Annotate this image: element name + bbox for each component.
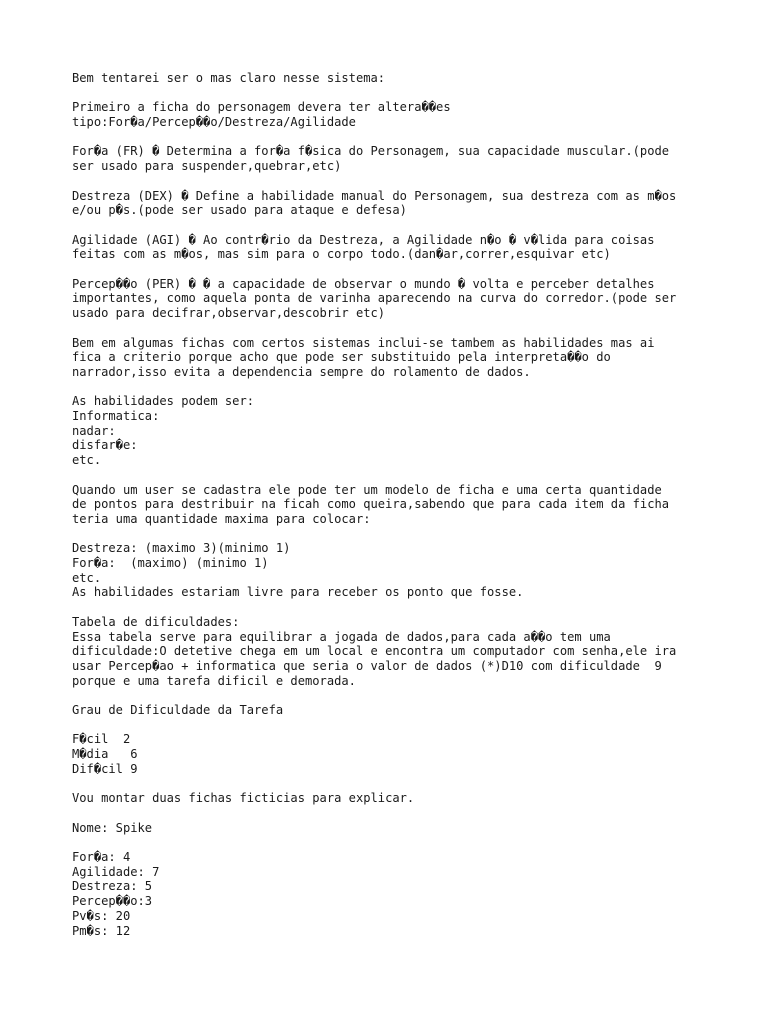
blank-line (72, 600, 732, 615)
text-line: For�a: (maximo) (minimo 1) (72, 556, 269, 571)
text-line: Pv�s: 20 (72, 908, 131, 923)
text-line: de pontos para destribuir na ficah como queira,sabendo que para cada item da ficha (72, 497, 670, 512)
document-body (72, 71, 732, 938)
blank-line (72, 321, 732, 336)
text-line: Agilidade (AGI) � Ao contr�rio da Destreza, a Agilidade n�o � v�lida para coisas (72, 232, 655, 247)
text-line: etc. (72, 570, 102, 585)
text-line: fica a criterio porque acho que pode ser substituido pela interpreta��o do (72, 350, 611, 365)
text-line: Essa tabela serve para equilibrar a jogada de dados,para cada a��o tem uma (72, 629, 611, 644)
blank-line (72, 174, 732, 189)
blank-line (72, 468, 732, 483)
text-line: Grau de Dificuldade da Tarefa (72, 703, 284, 718)
blank-line (72, 86, 732, 101)
text-line: Percep��o:3 (72, 894, 153, 909)
text-line: Informatica: (72, 409, 160, 424)
blank-line (72, 130, 732, 145)
blank-line (72, 688, 732, 703)
text-line: Tabela de dificuldades: (72, 614, 240, 629)
blank-line (72, 718, 732, 733)
blank-line (72, 380, 732, 395)
text-line: dificuldade:O detetive chega em um local e encontra um computador com senha,ele ira (72, 644, 677, 659)
text-line: Destreza: 5 (72, 879, 153, 894)
text-line: narrador,isso evita a dependencia sempre do rolamento de dados. (72, 364, 531, 379)
blank-line (72, 806, 732, 821)
text-line: Percep��o (PER) � � a capacidade de observar o mundo � volta e perceber detalhes (72, 276, 655, 291)
text-line: ser usado para suspender,quebrar,etc) (72, 159, 342, 174)
text-line: Bem em algumas fichas com certos sistemas inclui-se tambem as habilidades mas ai (72, 335, 655, 350)
text-line: nadar: (72, 423, 116, 438)
blank-line (72, 777, 732, 792)
text-line: e/ou p�s.(pode ser usado para ataque e defesa) (72, 203, 407, 218)
text-line: M�dia 6 (72, 747, 138, 762)
text-line: Destreza: (maximo 3)(minimo 1) (72, 541, 291, 556)
text-line: As habilidades podem ser: (72, 394, 255, 409)
text-line: disfar�e: (72, 438, 138, 453)
text-line: Dif�cil 9 (72, 761, 138, 776)
text-line: etc. (72, 453, 102, 468)
text-line: As habilidades estariam livre para receber os ponto que fosse. (72, 585, 524, 600)
text-line: usar Percep�ao + informatica que seria o valor de dados (*)D10 com dificuldade 9 (72, 658, 662, 673)
blank-line (72, 218, 732, 233)
text-line: Pm�s: 12 (72, 923, 131, 938)
text-line: feitas com as m�os, mas sim para o corpo todo.(dan�ar,correr,esquivar etc) (72, 247, 611, 262)
blank-line (72, 262, 732, 277)
text-line: Nome: Spike (72, 820, 153, 835)
text-line: importantes, como aquela ponta de varinha aparecendo na curva do corredor.(pode ser (72, 291, 677, 306)
blank-line (72, 835, 732, 850)
text-line: For�a (FR) � Determina a for�a f�sica do Personagem, sua capacidade muscular.(pode (72, 144, 670, 159)
text-line: Vou montar duas fichas ficticias para explicar. (72, 791, 415, 806)
text-line: porque e uma tarefa dificil e demorada. (72, 673, 356, 688)
text-line: Primeiro a ficha do personagem devera ter altera��es (72, 100, 451, 115)
blank-line (72, 527, 732, 542)
text-line: Agilidade: 7 (72, 864, 160, 879)
text-line: Quando um user se cadastra ele pode ter um modelo de ficha e uma certa quantidade (72, 482, 662, 497)
text-line: teria uma quantidade maxima para colocar: (72, 511, 371, 526)
text-line: tipo:For�a/Percep��o/Destreza/Agilidade (72, 115, 356, 130)
text-line: usado para decifrar,observar,descobrir etc) (72, 306, 386, 321)
text-line: For�a: 4 (72, 850, 131, 865)
text-line: Destreza (DEX) � Define a habilidade manual do Personagem, sua destreza com as m�os (72, 188, 677, 203)
text-line: F�cil 2 (72, 732, 131, 747)
text-line: Bem tentarei ser o mas claro nesse sistema: (72, 71, 386, 85)
